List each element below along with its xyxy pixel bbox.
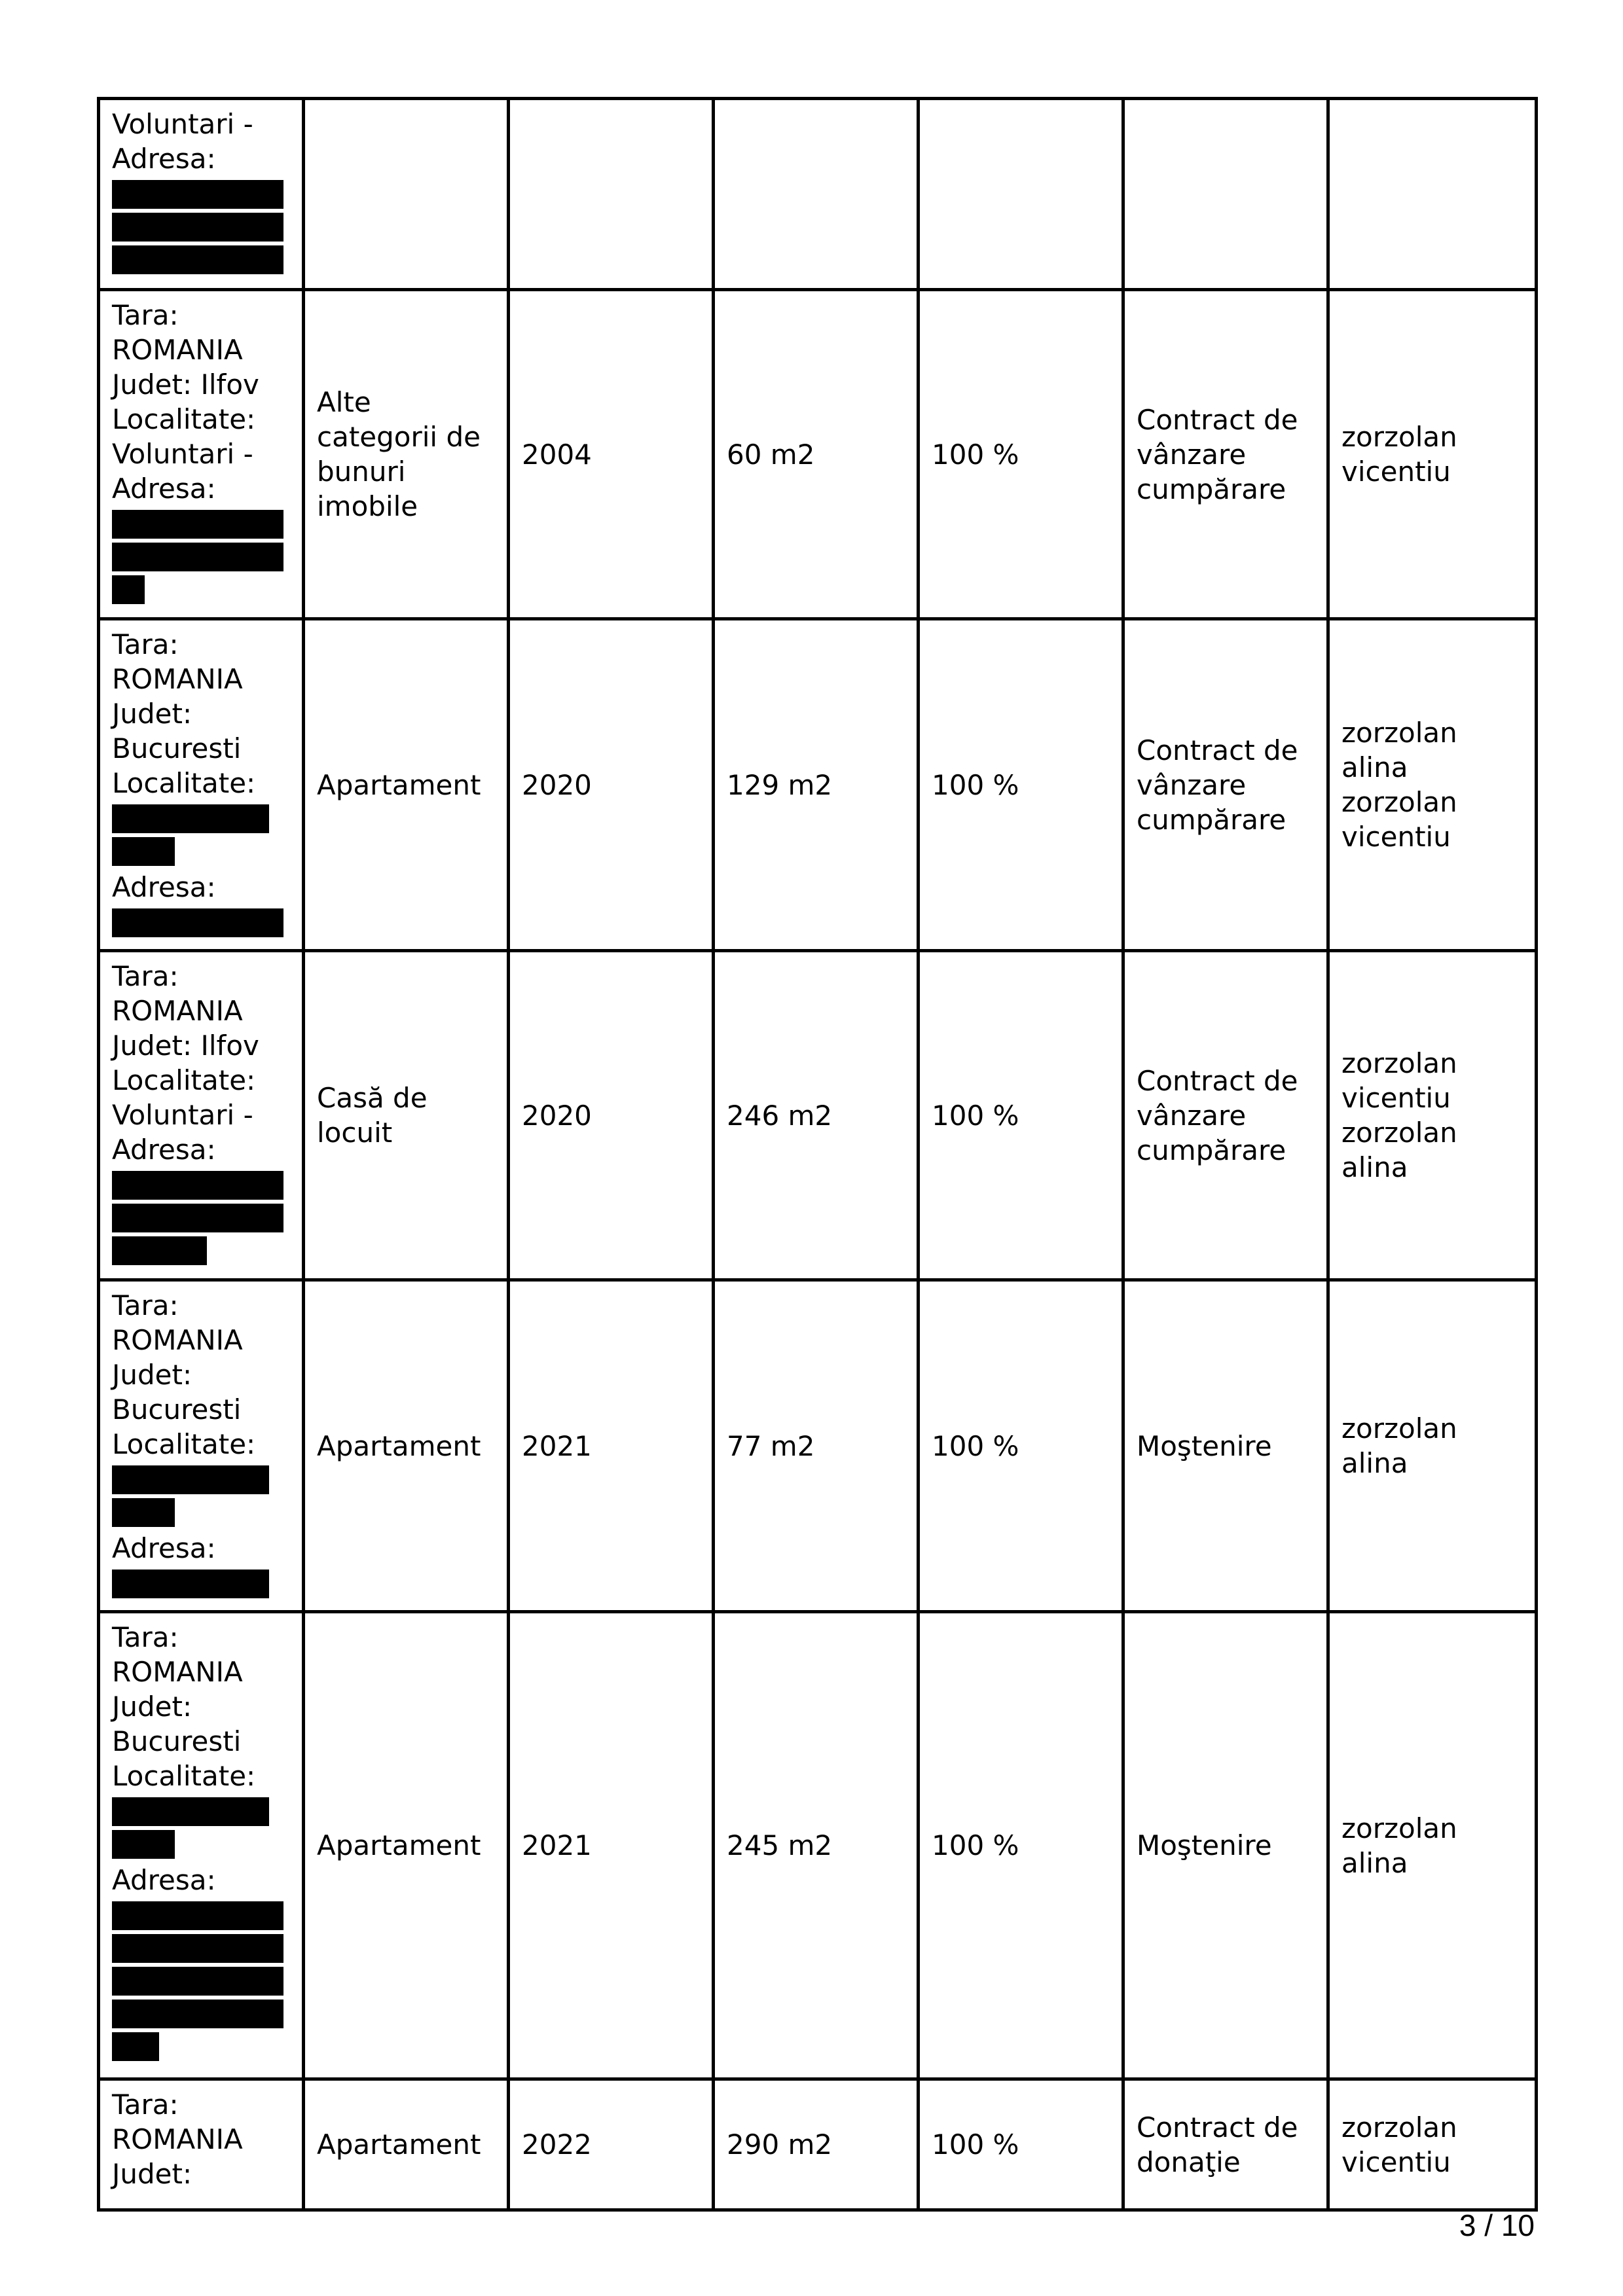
redaction-bar [112, 1901, 283, 1930]
location-line: Judet: [112, 1691, 192, 1723]
location-line: Judet: [112, 2158, 192, 2190]
table-row [99, 1612, 1537, 2079]
type-cell: Apartament [304, 1280, 509, 1612]
location-line: Bucuresti [112, 1393, 242, 1426]
area-cell: 246 m2 [714, 951, 919, 1280]
redaction-bar [112, 180, 283, 209]
redaction-bar [112, 245, 283, 274]
page-number: 3 / 10 [1459, 2208, 1535, 2242]
redaction-bar [112, 1465, 269, 1494]
type-cell: Apartament [304, 1612, 509, 2079]
location-line: Adresa: [112, 143, 216, 175]
location-line: ROMANIA [112, 663, 243, 695]
location-line: Tara: [112, 628, 179, 660]
owner-cell: zorzolan alina zorzolan vicentiu [1328, 619, 1537, 951]
redaction-bar [112, 1967, 283, 1996]
redaction-bar [112, 1934, 283, 1963]
redaction-bar [112, 1236, 207, 1265]
table-row [99, 619, 1537, 951]
location-line: Voluntari - [112, 108, 253, 140]
area-cell: 290 m2 [714, 2079, 919, 2210]
owner-cell: zorzolan vicentiu [1328, 2079, 1537, 2210]
area-cell [714, 99, 919, 290]
location-cell [99, 951, 304, 1280]
acquisition-mode-cell [1123, 99, 1328, 290]
type-cell: Alte categorii de bunuri imobile [304, 290, 509, 619]
owner-cell: zorzolan vicentiu zorzolan alina [1328, 951, 1537, 1280]
redaction-bar [112, 1171, 283, 1200]
location-line: Adresa: [112, 1864, 216, 1896]
table-row [99, 290, 1537, 619]
share-cell [919, 99, 1123, 290]
location-line: Localitate: [112, 1760, 256, 1792]
location-line: ROMANIA [112, 995, 243, 1027]
redaction-bar [112, 1204, 283, 1232]
year-cell [509, 99, 714, 290]
redaction-bar [112, 543, 283, 571]
location-cell [99, 2079, 304, 2210]
type-cell: Apartament [304, 2079, 509, 2210]
location-line: Localitate: [112, 1428, 256, 1460]
redaction-bar [112, 804, 269, 833]
redaction-bar [112, 837, 175, 866]
area-cell: 245 m2 [714, 1612, 919, 2079]
year-cell: 2021 [509, 1280, 714, 1612]
location-line: ROMANIA [112, 1656, 243, 1688]
type-cell: Casă de locuit [304, 951, 509, 1280]
share-cell: 100 % [919, 619, 1123, 951]
type-cell: Apartament [304, 619, 509, 951]
redaction-bar [112, 1570, 269, 1598]
location-line: Adresa: [112, 1134, 216, 1166]
redaction-bar [112, 1498, 175, 1527]
area-cell: 129 m2 [714, 619, 919, 951]
acquisition-mode-cell: Contract de vânzare cumpărare [1123, 290, 1328, 619]
location-line: Adresa: [112, 473, 216, 505]
location-cell [99, 1612, 304, 2079]
redaction-bar [112, 2032, 159, 2061]
owner-cell [1328, 99, 1537, 290]
table-row [99, 2079, 1537, 2210]
location-line: Bucuresti [112, 1725, 242, 1757]
location-line: Tara: [112, 299, 179, 331]
table-row [99, 951, 1537, 1280]
acquisition-mode-cell: Moştenire [1123, 1280, 1328, 1612]
location-cell [99, 290, 304, 619]
owner-cell: zorzolan vicentiu [1328, 290, 1537, 619]
owner-cell: zorzolan alina [1328, 1280, 1537, 1612]
redaction-bar [112, 908, 283, 937]
year-cell: 2020 [509, 951, 714, 1280]
location-line: Localitate: [112, 767, 256, 799]
share-cell: 100 % [919, 1612, 1123, 2079]
assets-table [97, 97, 1538, 2212]
location-line: Judet: Ilfov [112, 368, 259, 401]
location-line: Voluntari - [112, 438, 253, 470]
year-cell: 2020 [509, 619, 714, 951]
area-cell: 60 m2 [714, 290, 919, 619]
location-line: Localitate: [112, 403, 256, 435]
location-line: Localitate: [112, 1064, 256, 1096]
location-line: Adresa: [112, 1532, 216, 1564]
location-line: Tara: [112, 960, 179, 992]
location-cell [99, 99, 304, 290]
share-cell: 100 % [919, 2079, 1123, 2210]
acquisition-mode-cell: Contract de donaţie [1123, 2079, 1328, 2210]
year-cell: 2004 [509, 290, 714, 619]
acquisition-mode-cell: Contract de vânzare cumpărare [1123, 951, 1328, 1280]
location-line: Tara: [112, 2089, 179, 2121]
location-line: ROMANIA [112, 334, 243, 366]
redaction-bar [112, 2000, 283, 2028]
redaction-bar [112, 510, 283, 539]
location-line: Judet: Ilfov [112, 1030, 259, 1062]
location-line: Tara: [112, 1621, 179, 1653]
owner-cell: zorzolan alina [1328, 1612, 1537, 2079]
location-cell [99, 1280, 304, 1612]
location-line: Judet: [112, 698, 192, 730]
location-line: ROMANIA [112, 2123, 243, 2155]
type-cell [304, 99, 509, 290]
table-row [99, 99, 1537, 290]
location-cell [99, 619, 304, 951]
redaction-bar [112, 213, 283, 242]
share-cell: 100 % [919, 1280, 1123, 1612]
redaction-bar [112, 1830, 175, 1859]
redaction-bar [112, 1797, 269, 1826]
location-line: Tara: [112, 1289, 179, 1321]
share-cell: 100 % [919, 290, 1123, 619]
location-line: Voluntari - [112, 1099, 253, 1131]
acquisition-mode-cell: Contract de vânzare cumpărare [1123, 619, 1328, 951]
year-cell: 2022 [509, 2079, 714, 2210]
year-cell: 2021 [509, 1612, 714, 2079]
share-cell: 100 % [919, 951, 1123, 1280]
acquisition-mode-cell: Moştenire [1123, 1612, 1328, 2079]
location-line: ROMANIA [112, 1324, 243, 1356]
location-line: Judet: [112, 1359, 192, 1391]
table-row [99, 1280, 1537, 1612]
redaction-bar [112, 575, 145, 604]
location-line: Adresa: [112, 871, 216, 903]
location-line: Bucuresti [112, 732, 242, 764]
area-cell: 77 m2 [714, 1280, 919, 1612]
